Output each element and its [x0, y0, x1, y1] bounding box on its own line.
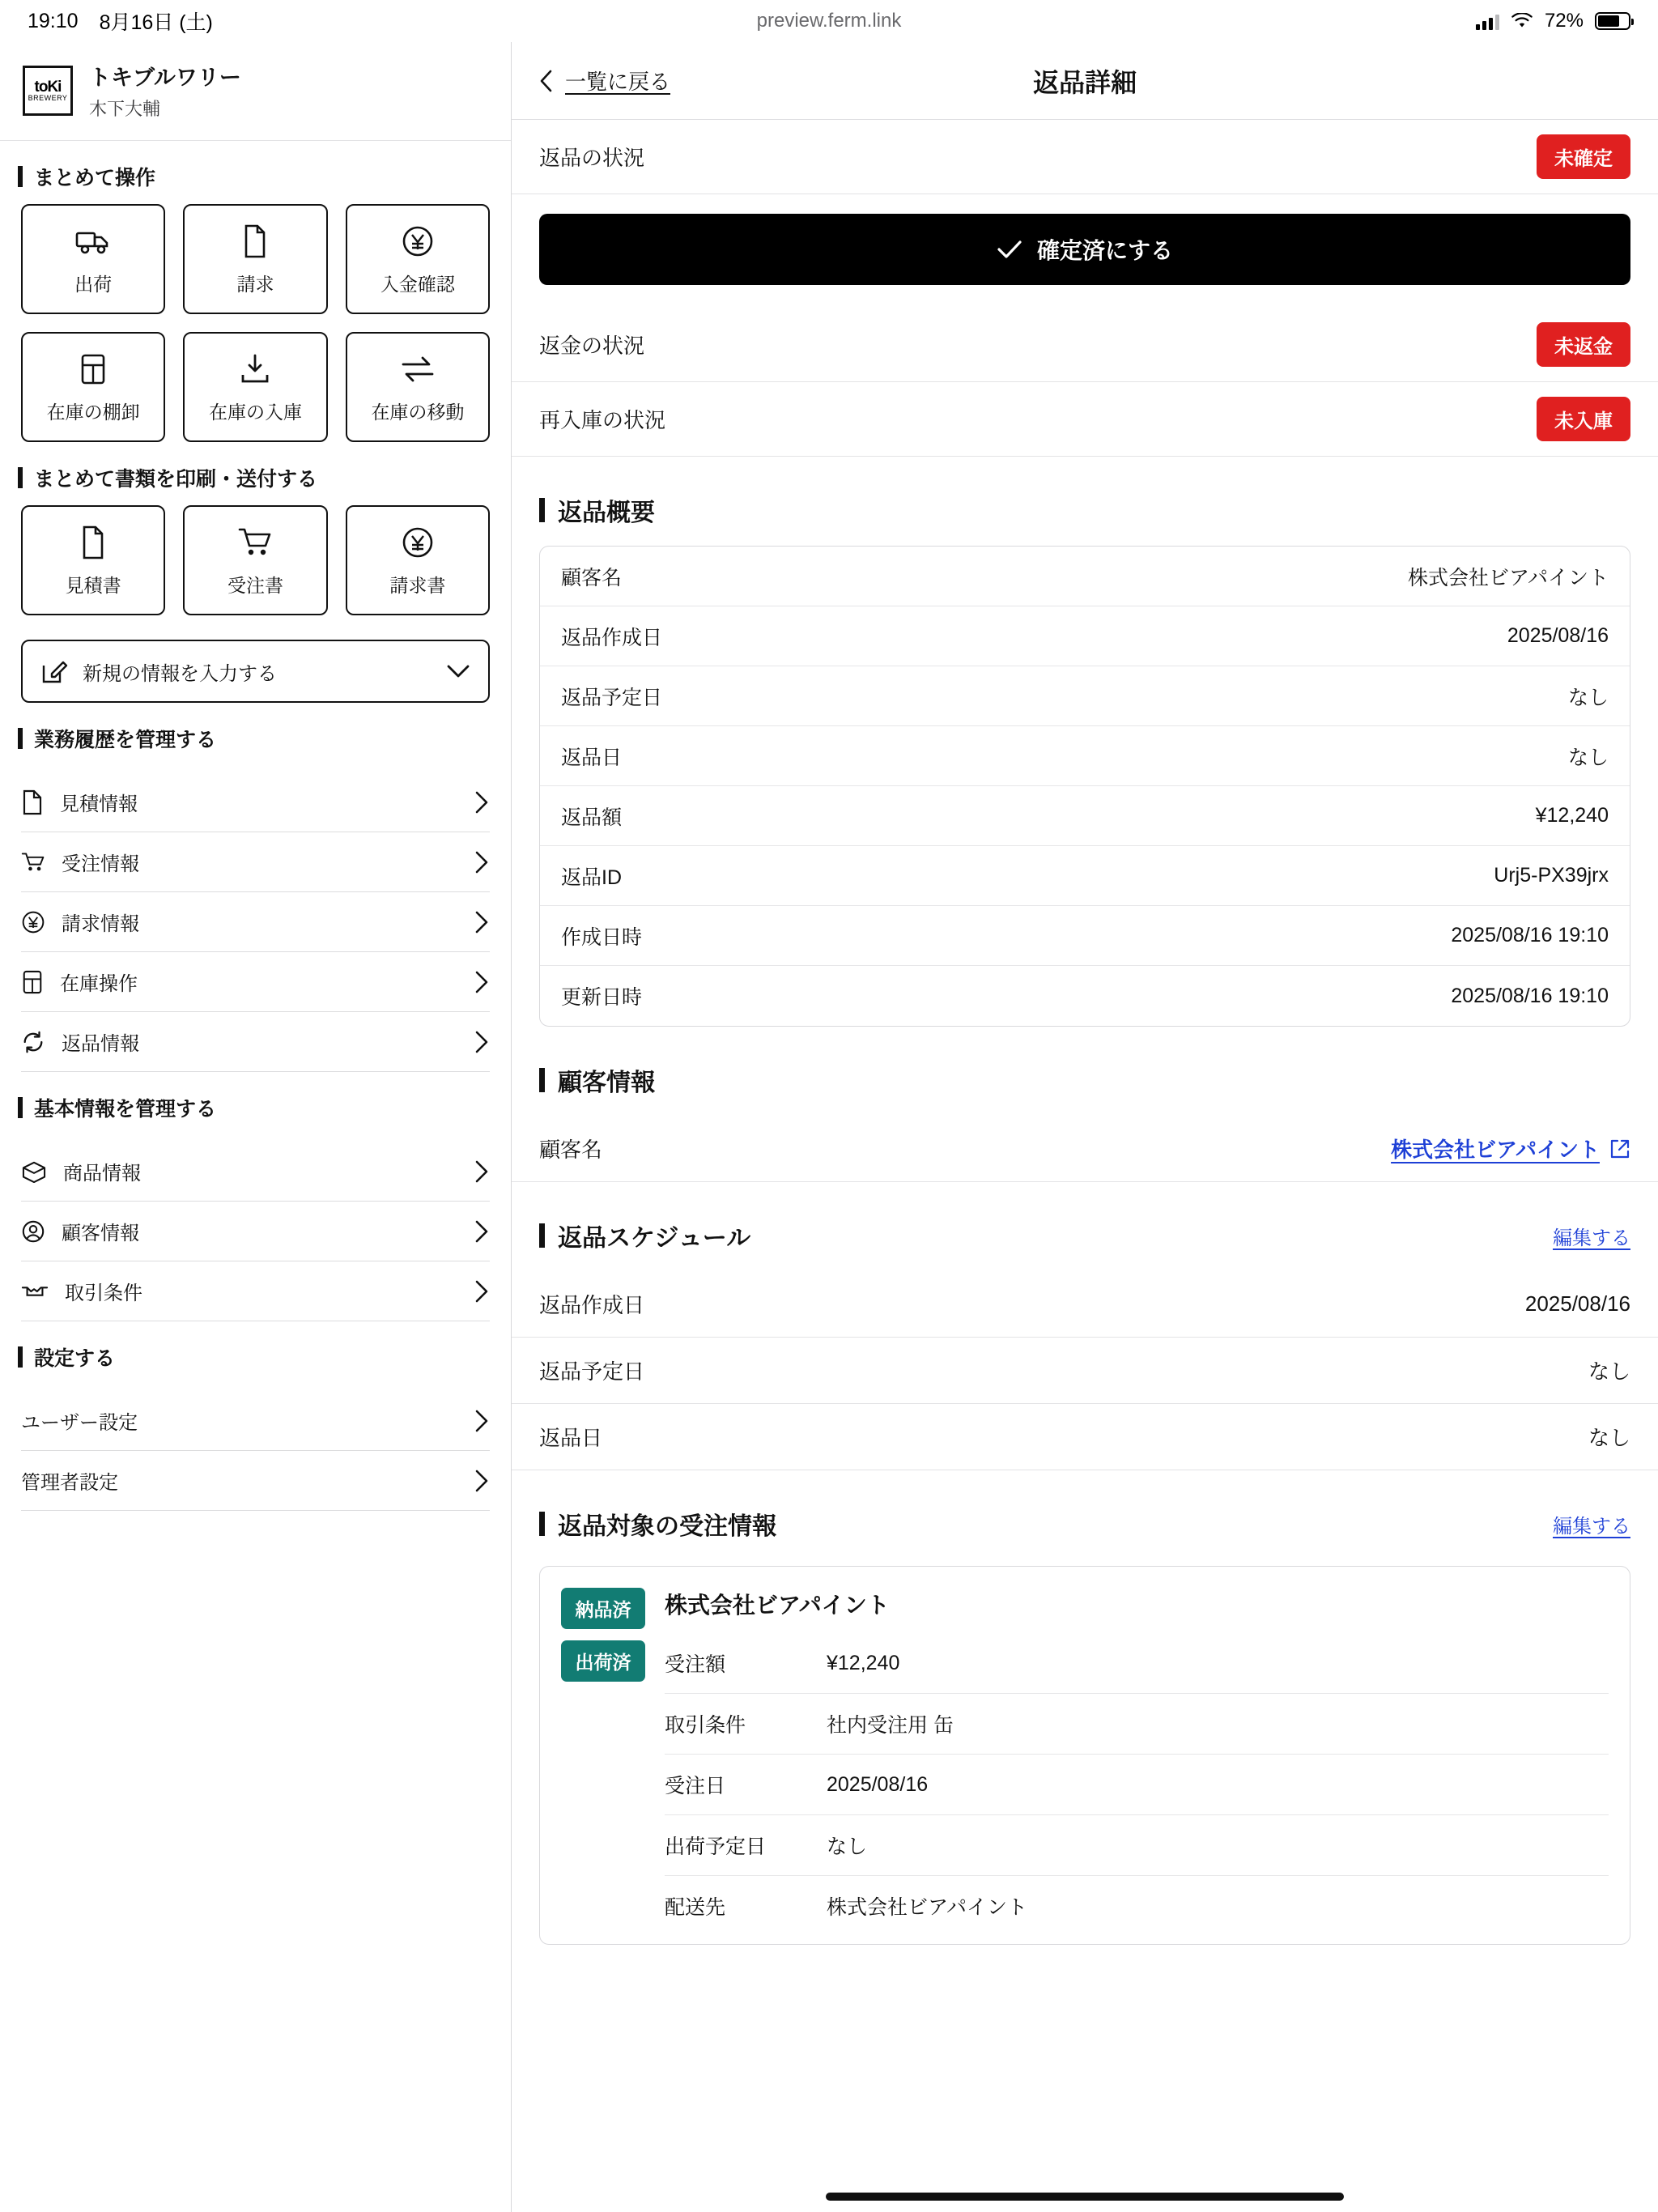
tile-order-doc[interactable] — [183, 505, 327, 615]
chevron-right-icon — [474, 910, 490, 934]
row-key: 作成日時 — [561, 925, 643, 949]
box-icon — [21, 1160, 47, 1183]
order-customer-name: 株式会社ビアパイント — [665, 1593, 890, 1618]
section-title-basic-info: 基本情報を管理する — [0, 1072, 511, 1135]
address-url: preview.ferm.link — [756, 10, 902, 32]
sidebar-item-label: 受注情報 — [62, 853, 139, 875]
status-badge-delivered: 納品済 — [561, 1588, 645, 1629]
chevron-right-icon — [474, 790, 490, 815]
sidebar-item-label: 取引条件 — [65, 1283, 142, 1304]
section-heading-return-schedule — [512, 1182, 1658, 1271]
sidebar-item-return-info[interactable] — [21, 1012, 490, 1072]
logo-bottom-text: BREWERY — [28, 93, 68, 102]
chevron-down-icon — [446, 663, 470, 679]
row-value: ¥12,240 — [827, 1651, 900, 1674]
chevron-right-icon — [474, 1219, 490, 1244]
tile-quotation-doc[interactable] — [21, 505, 165, 615]
tile-payment-confirm[interactable] — [346, 204, 490, 314]
refresh-icon — [21, 1030, 45, 1054]
row-key: 更新日時 — [561, 986, 643, 1009]
truck-icon — [75, 223, 111, 260]
status-badge: 未確定 — [1537, 134, 1630, 179]
chevron-right-icon — [474, 970, 490, 994]
row-key: 返品予定日 — [539, 1359, 645, 1384]
row-value: 2025/08/16 19:10 — [1451, 924, 1609, 946]
row-value: なし — [1567, 686, 1609, 709]
brand-user: 木下大輔 — [89, 99, 161, 119]
tile-label: 見積書 — [65, 574, 121, 596]
sidebar-item-billing-info[interactable] — [21, 892, 490, 952]
table-row — [512, 1271, 1658, 1338]
section-heading-text: 返品スケジュール — [558, 1225, 751, 1252]
sidebar-item-quotation-info[interactable] — [21, 772, 490, 832]
status-bar — [0, 0, 1658, 42]
row-key: 返品作成日 — [539, 1293, 645, 1317]
row-key: 返品作成日 — [561, 626, 663, 649]
tile-label: 入金確認 — [380, 273, 455, 295]
section-heading-customer-info — [512, 1027, 1658, 1116]
row-value: 2025/08/16 — [827, 1772, 929, 1796]
row-key: 出荷予定日 — [665, 1836, 767, 1858]
row-value: なし — [827, 1836, 868, 1858]
brand-text — [89, 60, 241, 121]
row-key: 返品ID — [561, 866, 623, 889]
clipboard-icon — [79, 351, 108, 388]
row-key: 返品予定日 — [561, 686, 663, 709]
row-value: Urj5-PX39jrx — [1494, 864, 1609, 887]
row-value: なし — [1567, 746, 1609, 769]
table-row — [540, 906, 1630, 966]
chevron-right-icon — [474, 850, 490, 874]
sidebar-item-trade-terms[interactable] — [21, 1261, 490, 1321]
sidebar-item-customer-info[interactable] — [21, 1202, 490, 1261]
table-row — [665, 1633, 1609, 1694]
sidebar-item-label: 商品情報 — [63, 1163, 141, 1185]
sidebar-item-admin-settings[interactable] — [21, 1451, 490, 1511]
restock-status-label: 再入庫の状況 — [539, 408, 666, 432]
row-value: 2025/08/16 19:10 — [1451, 984, 1609, 1007]
main-header — [512, 42, 1658, 120]
row-value: なし — [1588, 1426, 1630, 1450]
row-value: なし — [1588, 1359, 1630, 1384]
row-value: 社内受注用 缶 — [827, 1714, 954, 1737]
new-entry-dropdown[interactable] — [21, 640, 490, 703]
yen-circle-icon — [401, 223, 435, 260]
yen-circle-icon — [21, 910, 45, 934]
row-key: 顧客名 — [539, 1138, 603, 1162]
new-entry-label: 新規の情報を入力する — [83, 662, 277, 685]
order-card-head — [561, 1588, 1609, 1936]
chevron-right-icon — [474, 1279, 490, 1304]
customer-name-row — [512, 1116, 1658, 1182]
tile-label: 受注書 — [227, 574, 283, 596]
table-row — [665, 1815, 1609, 1876]
chevron-right-icon — [474, 1030, 490, 1054]
chevron-right-icon — [474, 1159, 490, 1184]
table-row — [665, 1694, 1609, 1755]
row-key: 返品日 — [561, 746, 623, 769]
main-panel — [512, 42, 1658, 2212]
sidebar-item-user-settings[interactable] — [21, 1391, 490, 1451]
section-heading-target-order — [512, 1470, 1658, 1559]
status-badge-shipped: 出荷済 — [561, 1640, 645, 1682]
tile-label: 出荷 — [74, 273, 113, 295]
back-to-list-button[interactable] — [539, 66, 670, 96]
signal-icon — [1476, 12, 1499, 30]
restock-status-row — [512, 382, 1658, 457]
section-title-bulk-ops: まとめて操作 — [0, 141, 511, 204]
brand-header[interactable] — [0, 42, 511, 141]
tile-stock-in[interactable] — [183, 332, 327, 442]
chevron-left-icon — [539, 69, 554, 93]
sidebar-item-label: ユーザー設定 — [21, 1412, 138, 1434]
documents-grid — [0, 505, 511, 615]
section-title-settings: 設定する — [0, 1321, 511, 1385]
back-label: 一覧に戻る — [565, 70, 671, 94]
edit-order-link[interactable]: 編集する — [1553, 1515, 1630, 1538]
row-key: 顧客名 — [561, 566, 623, 589]
sidebar-item-label: 管理者設定 — [21, 1472, 118, 1494]
sidebar-item-product-info[interactable] — [21, 1142, 490, 1202]
section-title-documents: まとめて書類を印刷・送付する — [0, 442, 511, 505]
row-value: 2025/08/16 — [1507, 624, 1609, 647]
sidebar-item-label: 在庫操作 — [60, 973, 138, 995]
tile-stock-move[interactable] — [346, 332, 490, 442]
main-content — [512, 120, 1658, 2212]
status-badge: 未入庫 — [1537, 397, 1630, 441]
cart-icon — [237, 524, 273, 561]
tile-invoice[interactable] — [183, 204, 327, 314]
wifi-icon — [1511, 13, 1533, 29]
section-heading-text: 返品対象の受注情報 — [558, 1513, 776, 1540]
table-row — [540, 726, 1630, 786]
status-bar-left — [28, 6, 213, 36]
pencil-square-icon — [40, 657, 68, 685]
row-value: ¥12,240 — [1535, 804, 1609, 827]
clipboard-icon — [21, 969, 44, 995]
edit-schedule-link[interactable]: 編集する — [1553, 1227, 1630, 1249]
tile-shipping[interactable] — [21, 204, 165, 314]
history-nav-list — [0, 772, 511, 1072]
order-tags — [561, 1588, 645, 1936]
section-title-history: 業務履歴を管理する — [0, 703, 511, 766]
document-icon — [79, 524, 107, 561]
section-heading-text: 返品概要 — [558, 500, 655, 526]
table-row — [540, 786, 1630, 846]
return-status-label: 返品の状況 — [539, 146, 645, 170]
page-title: 返品詳細 — [1032, 67, 1137, 97]
section-heading-text: 顧客情報 — [558, 1070, 655, 1096]
table-row — [512, 1338, 1658, 1404]
confirm-button[interactable] — [539, 214, 1630, 285]
basic-info-nav-list — [0, 1142, 511, 1321]
download-box-icon — [239, 351, 271, 388]
row-value: 2025/08/16 — [1524, 1291, 1630, 1316]
row-key: 受注額 — [665, 1653, 726, 1676]
tile-label: 在庫の棚卸 — [46, 401, 140, 423]
logo-top-text: toKi — [34, 78, 62, 96]
handshake-icon — [21, 1281, 49, 1302]
row-key: 受注日 — [665, 1775, 726, 1797]
battery-icon — [1595, 12, 1630, 30]
table-row — [540, 846, 1630, 906]
row-key: 返品日 — [539, 1426, 603, 1450]
date: 8月16日 (土) — [99, 11, 213, 34]
row-value: 株式会社ビアパイント — [827, 1896, 1028, 1919]
sidebar-item-label: 見積情報 — [60, 793, 138, 815]
tile-label: 在庫の移動 — [371, 401, 465, 423]
brand-name: トキブルワリー — [89, 66, 241, 90]
customer-link-label: 株式会社ビアパイント — [1391, 1138, 1600, 1162]
tile-label: 請求書 — [389, 574, 446, 596]
battery-percent: 72% — [1544, 10, 1584, 32]
return-summary-card — [539, 546, 1630, 1027]
tile-stocktaking[interactable] — [21, 332, 165, 442]
row-key: 返品額 — [561, 806, 623, 829]
document-icon — [21, 789, 44, 815]
cart-icon — [21, 851, 45, 874]
check-icon — [997, 239, 1022, 260]
return-status-row — [512, 120, 1658, 194]
table-row — [665, 1876, 1609, 1936]
customer-link[interactable] — [1391, 1134, 1630, 1163]
sidebar-item-order-info[interactable] — [21, 832, 490, 892]
tile-label: 在庫の入庫 — [208, 401, 302, 423]
transfer-arrows-icon — [400, 351, 436, 388]
sidebar-item-label: 請求情報 — [62, 913, 139, 935]
table-row — [512, 1404, 1658, 1470]
status-bar-right — [1476, 10, 1630, 32]
yen-circle-icon — [401, 524, 435, 561]
external-link-icon — [1609, 1138, 1630, 1159]
order-card-body — [665, 1588, 1609, 1936]
brewery-logo-icon — [23, 66, 73, 116]
bulk-ops-grid — [0, 204, 511, 442]
sidebar — [0, 42, 512, 2212]
tile-label: 請求 — [236, 273, 274, 295]
clock: 19:10 — [28, 9, 79, 32]
chevron-right-icon — [474, 1409, 490, 1433]
chevron-right-icon — [474, 1469, 490, 1493]
row-value: 株式会社ビアパイント — [1407, 566, 1609, 589]
tile-invoice-doc[interactable] — [346, 505, 490, 615]
user-circle-icon — [21, 1219, 45, 1244]
section-heading-return-summary — [512, 457, 1658, 546]
settings-nav-list — [0, 1391, 511, 1511]
row-key: 取引条件 — [665, 1714, 746, 1737]
sidebar-item-label: 返品情報 — [62, 1033, 139, 1055]
status-badge: 未返金 — [1537, 322, 1630, 367]
order-card[interactable] — [539, 1566, 1630, 1945]
row-key: 配送先 — [665, 1896, 726, 1919]
table-row — [665, 1755, 1609, 1815]
table-row — [540, 547, 1630, 606]
sidebar-item-stock-ops[interactable] — [21, 952, 490, 1012]
refund-status-row — [512, 308, 1658, 382]
table-row — [540, 966, 1630, 1026]
sidebar-item-label: 顧客情報 — [62, 1223, 139, 1244]
table-row — [540, 606, 1630, 666]
table-row — [540, 666, 1630, 726]
confirm-button-label: 確定済にする — [1036, 238, 1173, 263]
document-icon — [241, 223, 269, 260]
app-shell — [0, 42, 1658, 2212]
home-indicator — [512, 2193, 1658, 2201]
refund-status-label: 返金の状況 — [539, 334, 645, 358]
